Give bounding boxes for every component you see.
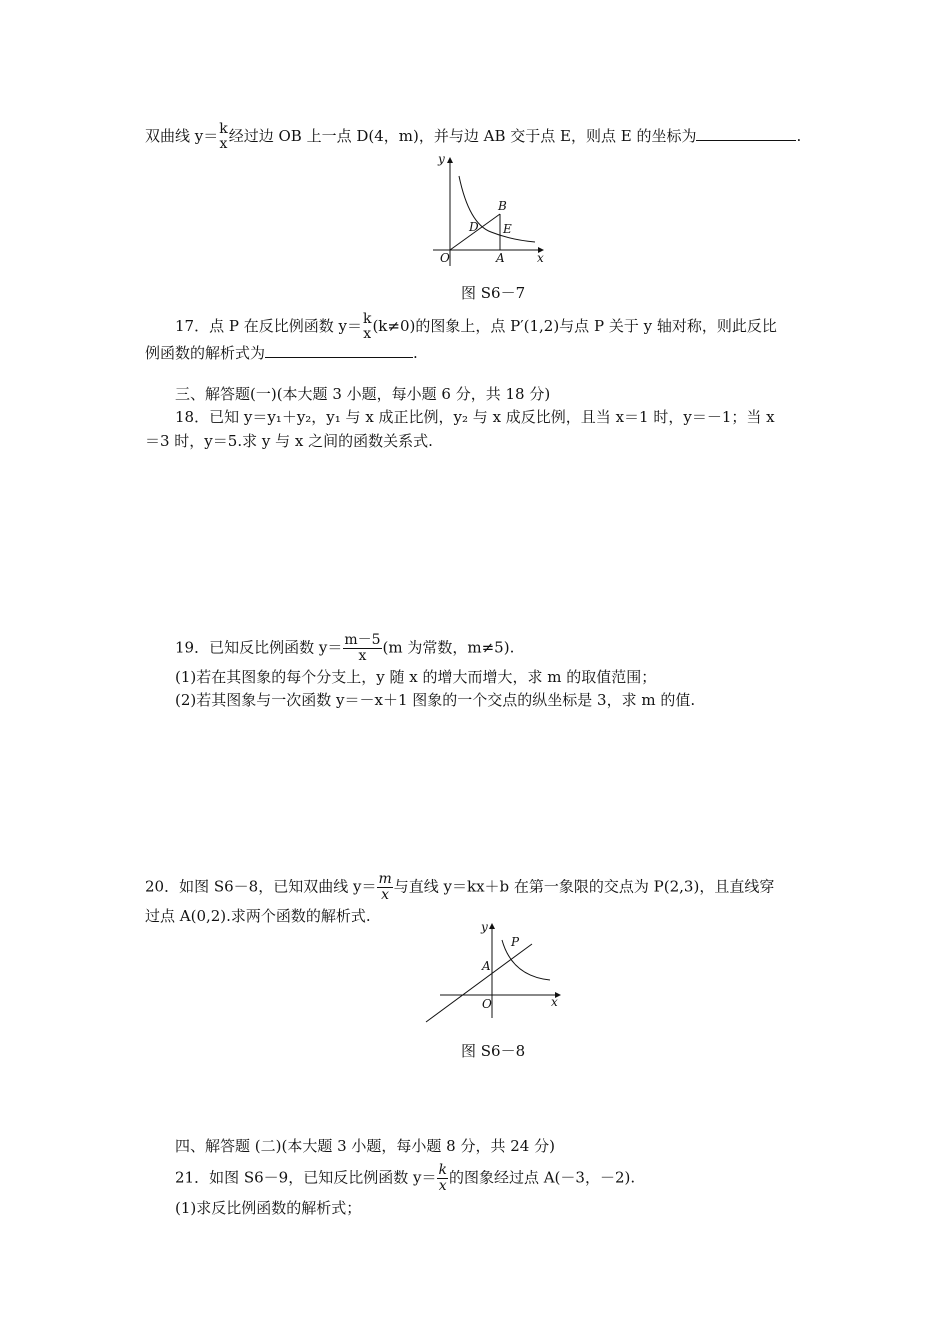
q20-line2: 过点 A(0,2).求两个函数的解析式. (145, 907, 371, 925)
svg-text:A: A (482, 959, 491, 973)
q17-line1: 17．点 P 在反比例函数 y＝ k x (k≠0)的图象上，点 P′(1,2)与点 P 关于 y 轴对称，则此反比 (175, 311, 777, 342)
q21-sub1: (1)求反比例函数的解析式； (175, 1199, 362, 1217)
q18-line2: ＝3 时，y＝5.求 y 与 x 之间的函数关系式. (145, 432, 433, 450)
section-heading: 三、解答题(一)(本大题 3 小题，每小题 6 分，共 18 分) (175, 385, 551, 403)
hyperbola-curve (502, 940, 550, 980)
svg-text:A: A (496, 251, 505, 265)
figure-s6-8 (420, 918, 570, 1028)
svg-text:E: E (503, 222, 512, 236)
figure-caption: 图 S6－8 (461, 1042, 526, 1060)
section-heading: 四、解答题 (二)(本大题 3 小题，每小题 8 分，共 24 分) (175, 1137, 555, 1155)
fraction-m-over-x: $\frac{m}{x}$ (378, 871, 392, 903)
q17-line2: 例函数的解析式为 . (145, 344, 418, 362)
q19-line1: 19．已知反比例函数 y＝ $\frac{m-5}{x}$ (m 为常数，m≠5). (175, 632, 515, 664)
figure-caption: 图 S6－7 (461, 284, 526, 302)
svg-text:O: O (482, 997, 492, 1011)
svg-text:O: O (440, 251, 450, 265)
q16-line: 双曲线 y＝ k x 经过边 OB 上一点 D(4，m)，并与边 AB 交于点 E，则点 E 的坐标为 . (145, 121, 802, 152)
figure-s6-7 (425, 150, 555, 270)
svg-text:y: y (481, 920, 488, 934)
svg-text:x: x (537, 251, 544, 265)
svg-text:D: D (469, 220, 479, 234)
fraction-k-over-x: k x (362, 311, 372, 342)
fraction-k-over-x: k x (219, 121, 228, 152)
q18-line1: 18．已知 y＝y₁＋y₂，y₁ 与 x 成正比例，y₂ 与 x 成反比例，且当 x＝1 时，y＝－1；当 x (175, 408, 775, 426)
q20-line1: 20．如图 S6－8，已知双曲线 y＝ $\frac{m}{x}$ 与直线 y＝kx＋b 在第一象限的交点为 P(2,3)，且直线穿 (145, 871, 775, 903)
q19-sub1: (1)若在其图象的每个分支上，y 随 x 的增大而增大，求 m 的取值范围； (175, 668, 657, 686)
line-y-kx-b (426, 944, 532, 1022)
svg-text:x: x (551, 995, 558, 1009)
svg-text:B: B (498, 199, 507, 213)
fraction-k-over-x: $\frac{k}{x}$ (438, 1162, 447, 1194)
answer-blank[interactable] (265, 343, 413, 358)
answer-blank[interactable] (696, 126, 796, 141)
fraction-m-minus-5-over-x: $\frac{m-5}{x}$ (344, 632, 381, 664)
q21-line1: 21．如图 S6－9，已知反比例函数 y＝ $\frac{k}{x}$ 的图象经过点 A(－3，－2). (175, 1162, 636, 1194)
svg-text:y: y (438, 152, 445, 166)
q19-sub2: (2)若其图象与一次函数 y＝－x＋1 图象的一个交点的纵坐标是 3，求 m 的值. (175, 691, 696, 709)
svg-text:P: P (511, 935, 520, 949)
